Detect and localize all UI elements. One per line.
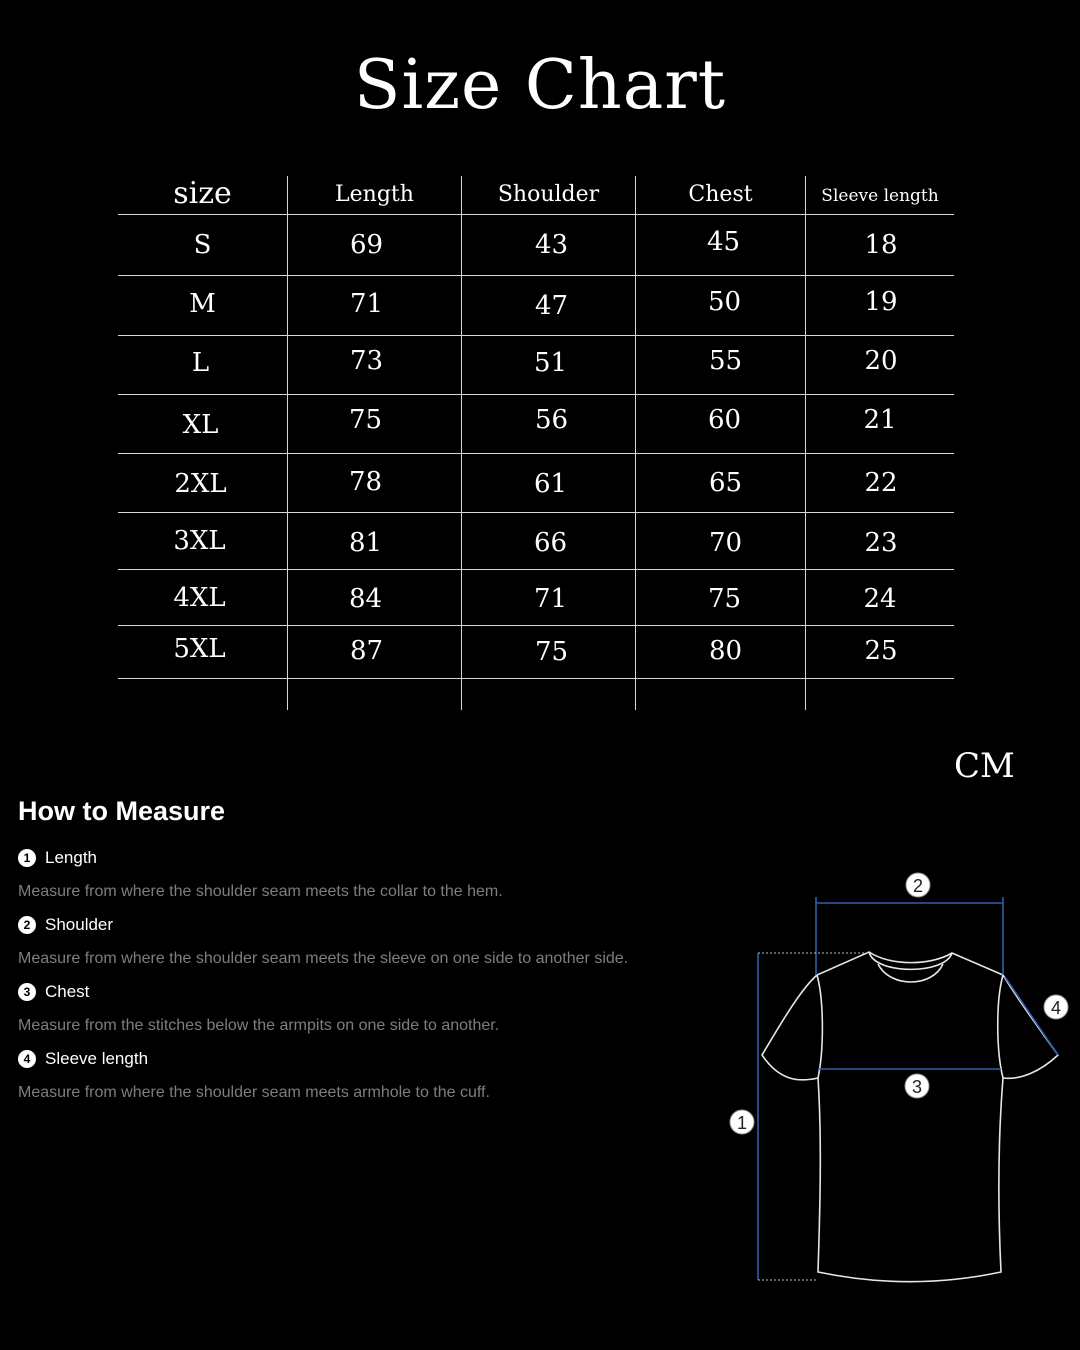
tshirt-measurement-diagram: [720, 860, 1080, 1300]
row-divider: [118, 569, 954, 570]
svg-text:1: 1: [736, 1113, 748, 1133]
length-cell: 87: [349, 636, 384, 666]
row-divider: [118, 275, 954, 276]
shoulder-cell: 75: [534, 637, 569, 667]
step-number-badge: 2: [18, 916, 36, 934]
row-divider: [118, 625, 954, 626]
size-cell: 4XL: [173, 583, 226, 613]
length-cell: 73: [349, 346, 384, 376]
step-description: Measure from the stitches below the armpits on one side to another.: [18, 1017, 500, 1034]
chest-cell: 65: [708, 468, 743, 498]
step-label: Length: [45, 848, 97, 867]
sleeve-cell: 19: [864, 287, 898, 317]
header-size: size: [173, 176, 232, 211]
shoulder-cell: 51: [533, 348, 568, 378]
chest-cell: 55: [708, 346, 743, 376]
chest-cell: 75: [707, 584, 742, 614]
chest-cell: 80: [708, 636, 743, 666]
length-cell: 84: [348, 584, 383, 614]
row-divider: [118, 453, 954, 454]
sleeve-cell: 24: [863, 584, 897, 614]
length-cell: 71: [349, 289, 384, 319]
marker-2-icon: [906, 873, 930, 897]
row-divider: [118, 335, 954, 336]
length-cell: 78: [348, 467, 383, 497]
step-label: Sleeve length: [45, 1049, 149, 1068]
sleeve-cell: 21: [863, 405, 897, 435]
header-length: Length: [335, 182, 414, 207]
unit-label: CM: [954, 746, 1015, 786]
step-description: Measure from where the shoulder seam meets armhole to the cuff.: [18, 1084, 490, 1101]
row-divider: [118, 512, 954, 513]
step-number-badge: 4: [18, 1050, 36, 1068]
step-shoulder: [18, 915, 113, 935]
step-label: Chest: [45, 982, 90, 1001]
size-cell: L: [191, 348, 210, 378]
shoulder-cell: 61: [533, 469, 568, 499]
sleeve-cell: 23: [864, 528, 898, 558]
step-description: Measure from where the shoulder seam meets the collar to the hem.: [18, 883, 503, 900]
marker-4-icon: [1044, 995, 1068, 1019]
row-divider: [118, 214, 954, 215]
size-cell: S: [193, 230, 212, 260]
size-cell: 5XL: [173, 634, 226, 664]
row-divider: [118, 678, 954, 679]
chest-cell: 50: [707, 287, 742, 317]
chest-cell: 70: [708, 528, 743, 558]
size-cell: XL: [182, 410, 219, 440]
sleeve-cell: 20: [864, 346, 898, 376]
size-cell: 3XL: [173, 526, 226, 556]
size-table: [118, 176, 954, 710]
svg-text:3: 3: [911, 1077, 923, 1097]
chest-cell: 60: [707, 405, 742, 435]
marker-1-icon: [730, 1110, 754, 1134]
sleeve-cell: 18: [864, 230, 898, 260]
length-cell: 69: [349, 230, 384, 260]
step-label: Shoulder: [45, 915, 114, 934]
size-cell: M: [189, 289, 216, 319]
header-shoulder: Shoulder: [497, 182, 600, 207]
step-description: Measure from where the shoulder seam meets the sleeve on one side to another side.: [18, 950, 629, 967]
row-divider: [118, 394, 954, 395]
sleeve-cell: 22: [864, 468, 898, 498]
svg-text:4: 4: [1050, 998, 1062, 1018]
sleeve-cell: 25: [864, 636, 898, 666]
shoulder-cell: 43: [534, 230, 569, 260]
step-sleeve-length: [18, 1049, 148, 1069]
svg-text:2: 2: [912, 876, 924, 896]
shoulder-cell: 66: [533, 528, 568, 558]
page-title: Size Chart: [353, 46, 727, 125]
chest-cell: 45: [706, 227, 741, 257]
step-length: [18, 848, 97, 868]
shoulder-cell: 71: [533, 584, 568, 614]
length-cell: 81: [348, 528, 383, 558]
shoulder-cell: 47: [534, 291, 569, 321]
length-cell: 75: [348, 405, 383, 435]
how-to-measure-title: How to Measure: [18, 796, 226, 826]
shoulder-cell: 56: [534, 405, 569, 435]
header-sleeve-length: Sleeve length: [821, 186, 939, 206]
step-number-badge: 1: [18, 849, 36, 867]
tshirt-outline-icon: [762, 952, 1058, 1282]
marker-3-icon: [905, 1074, 929, 1098]
step-chest: [18, 982, 89, 1002]
step-number-badge: 3: [18, 983, 36, 1001]
size-cell: 2XL: [174, 469, 227, 499]
header-chest: Chest: [688, 182, 753, 207]
